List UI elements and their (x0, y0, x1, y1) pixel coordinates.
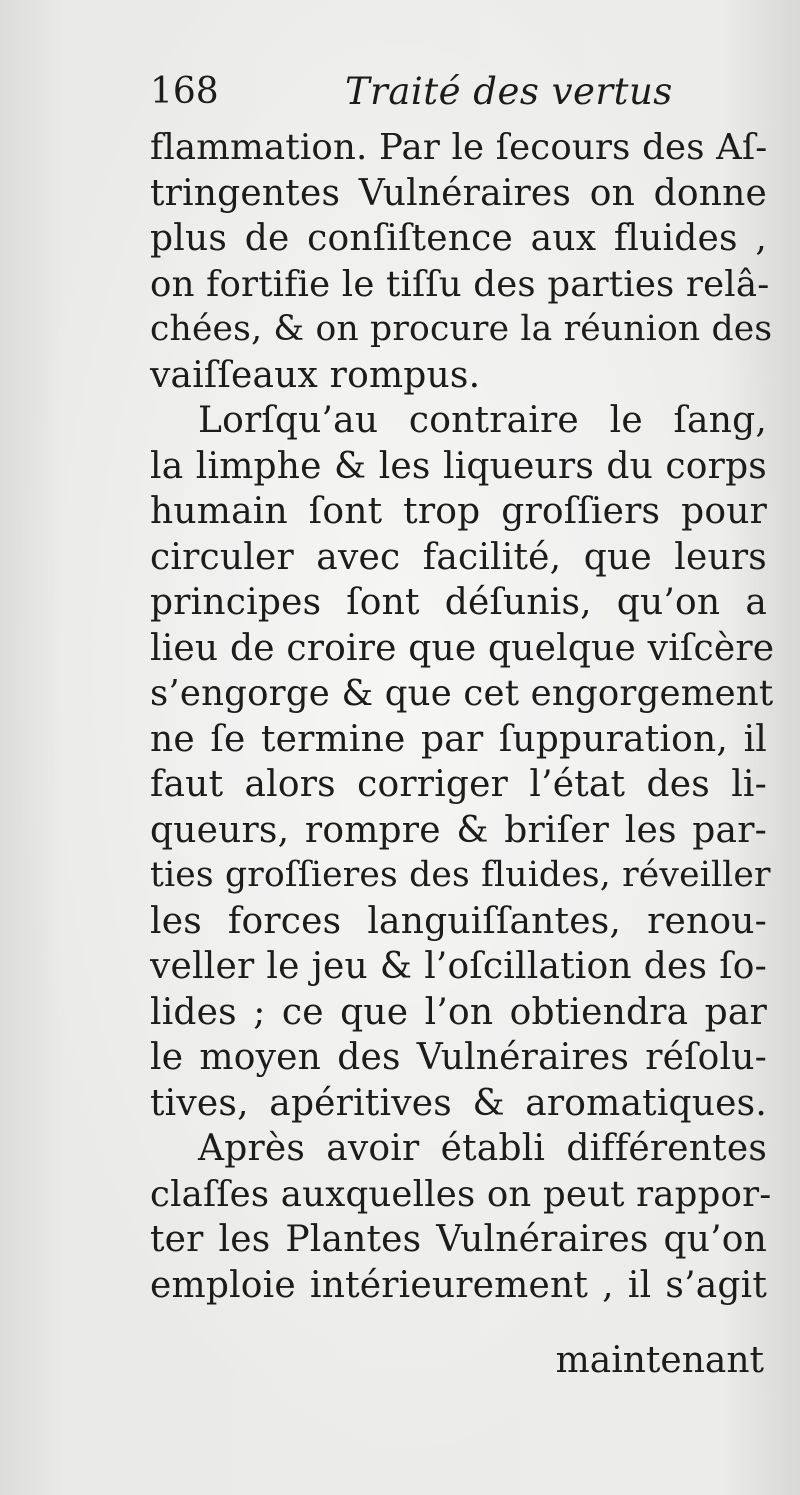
text-line: s’engorge & que cet engorgement (150, 673, 774, 714)
text-line: vaiſſeaux rompus. (150, 354, 481, 396)
text-line: ties groſſieres des fluides, réveiller (150, 855, 771, 895)
text-line: emploie intérieurement , il s’agit (150, 1264, 767, 1306)
catchword: maintenant (555, 1340, 764, 1381)
text-line: humain ſont trop groſſiers pour (150, 491, 767, 532)
text-line: circuler avec facilité, que leurs (150, 536, 767, 578)
text-line: claſſes auxquelles on peut rappor- (150, 1173, 772, 1215)
text-line: les forces languiſſantes, renou- (150, 900, 767, 942)
page-number: 168 (150, 71, 219, 112)
text-line: ne ſe termine par ſuppuration, il (150, 718, 767, 760)
text-line: faut alors corriger l’état des li- (150, 764, 767, 805)
running-title: Traité des vertus (345, 70, 673, 113)
text-line: veller le jeu & l’oſcillation des ſo- (150, 946, 767, 987)
text-line: la limphe & les liqueurs du corps (150, 445, 767, 487)
text-line: Après avoir établi différentes (198, 1128, 767, 1169)
text-line: tringentes Vulnéraires on donne (150, 172, 767, 214)
text-line: principes ſont déſunis, qu’on a (150, 582, 767, 623)
text-line: plus de conſiſtence aux fluides , (150, 218, 767, 259)
text-line: lieu de croire que quelque viſcère (150, 627, 775, 669)
text-line: le moyen des Vulnéraires réſolu- (150, 1037, 767, 1078)
text-line: lides ; ce que l’on obtiendra par (150, 991, 767, 1033)
text-line: ter les Plantes Vulnéraires qu’on (150, 1219, 767, 1260)
text-line: flammation. Par le ſecours des Aſ- (150, 127, 768, 168)
text-line: queurs, rompre & briſer les par- (150, 809, 767, 851)
text-line: Lorſqu’au contraire le ſang, (198, 400, 767, 441)
text-line: on fortifie le tiſſu des parties relâ- (150, 263, 770, 305)
body-text (150, 125, 775, 1308)
text-line: chées, & on procure la réunion des (150, 309, 773, 349)
text-line: tives, apéritives & aromatiques. (150, 1082, 767, 1124)
page-header (150, 68, 770, 118)
